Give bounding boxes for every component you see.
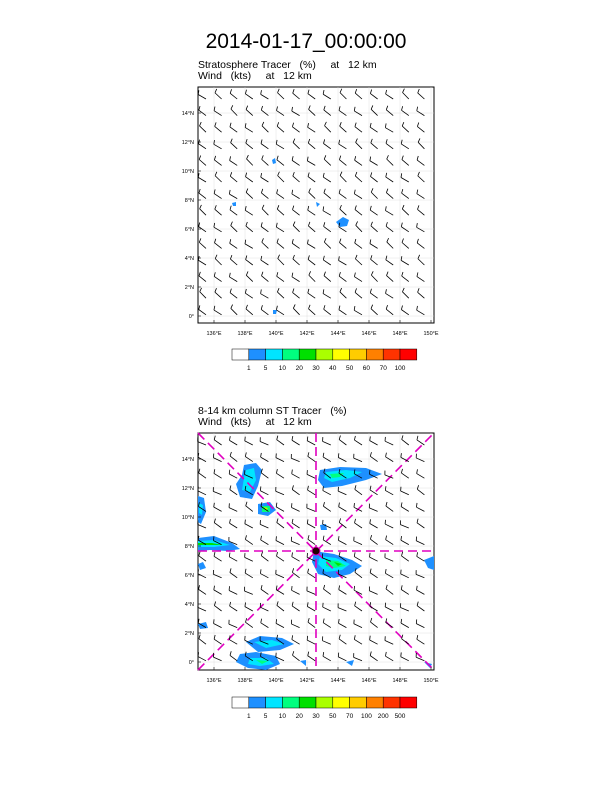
colorbar-bottom [232,697,417,720]
lon-tick-label: 150°E [423,331,439,337]
lat-tick-label: 12°N [181,486,194,492]
lon-tick-label: 140°E [268,678,284,684]
colorbar-label: 30 [312,365,320,372]
colorbar-label: 20 [295,713,303,720]
panel2-heading-line2: Wind (kts) at 12 km [198,416,312,428]
colorbar-swatch [366,697,383,708]
lon-tick-label: 136°E [206,678,222,684]
colorbar-swatch [383,349,400,360]
lon-tick-label: 136°E [206,331,222,337]
map-panel-bottom [182,433,439,684]
colorbar-label: 70 [379,365,387,372]
colorbar-label: 200 [377,713,389,720]
lat-tick-label: 10°N [181,515,194,521]
panel1-heading-line2: Wind (kts) at 12 km [198,70,312,82]
colorbar-label: 1 [246,713,251,720]
lon-tick-label: 148°E [392,331,408,337]
lat-tick-label: 12°N [181,140,194,146]
colorbar-swatch [266,349,283,360]
colorbar-label: 50 [329,713,337,720]
colorbar-swatch [350,349,367,360]
lon-tick-label: 142°E [299,678,315,684]
colorbar-top [232,349,417,372]
lat-tick-label: 0° [188,314,194,320]
lat-tick-label: 8°N [184,198,194,204]
lon-tick-label: 138°E [237,678,253,684]
colorbar-swatch [400,349,417,360]
colorbar-swatch [266,697,283,708]
colorbar-swatch [232,697,249,708]
lat-tick-label: 6°N [184,573,194,579]
lat-tick-label: 2°N [184,285,194,291]
page-title: 2014-01-17_00:00:00 [205,30,407,53]
colorbar-swatch [333,349,350,360]
lon-tick-label: 150°E [423,678,439,684]
lon-tick-label: 144°E [330,678,346,684]
colorbar-label: 70 [345,713,354,720]
colorbar-label: 100 [360,713,372,720]
colorbar-label: 5 [263,365,268,372]
colorbar-label: 40 [329,365,337,372]
lat-tick-label: 2°N [184,631,194,637]
colorbar-swatch [282,697,299,708]
colorbar-swatch [383,697,400,708]
colorbar-swatch [249,349,266,360]
map-panel-top [182,87,439,337]
lon-tick-label: 144°E [330,331,346,337]
colorbar-label: 500 [394,713,406,720]
colorbar-label: 30 [312,713,320,720]
colorbar-swatch [333,697,350,708]
lat-tick-label: 0° [188,660,194,666]
storm-center-marker [312,547,320,555]
lat-tick-label: 6°N [184,227,194,233]
lat-tick-label: 14°N [181,457,194,463]
lon-tick-label: 138°E [237,331,253,337]
colorbar-label: 1 [246,365,251,372]
lat-tick-label: 14°N [181,111,194,117]
colorbar-label: 100 [394,365,406,372]
colorbar-label: 5 [263,713,268,720]
colorbar-swatch [400,697,417,708]
colorbar-swatch [249,697,266,708]
colorbar-swatch [366,349,383,360]
colorbar-swatch [316,349,333,360]
colorbar-label: 50 [345,365,354,372]
colorbar-label: 10 [278,365,287,372]
lon-tick-label: 146°E [361,678,377,684]
lat-tick-label: 4°N [184,602,194,608]
lon-tick-label: 146°E [361,331,377,337]
colorbar-swatch [282,349,299,360]
lat-tick-label: 8°N [184,544,194,550]
lat-tick-label: 10°N [181,169,194,175]
lon-tick-label: 142°E [299,331,315,337]
colorbar-swatch [316,697,333,708]
lon-tick-label: 148°E [392,678,408,684]
lat-tick-label: 4°N [184,256,194,262]
colorbar-swatch [299,349,316,360]
colorbar-swatch [299,697,316,708]
colorbar-label: 20 [295,365,303,372]
colorbar-swatch [232,349,249,360]
colorbar-label: 10 [278,713,287,720]
lon-tick-label: 140°E [268,331,284,337]
panel2-heading-line1: 8-14 km column ST Tracer (%) [198,405,347,417]
colorbar-label: 60 [362,365,371,372]
colorbar-swatch [350,697,367,708]
panel1-heading-line1: Stratosphere Tracer (%) at 12 km [198,59,377,71]
